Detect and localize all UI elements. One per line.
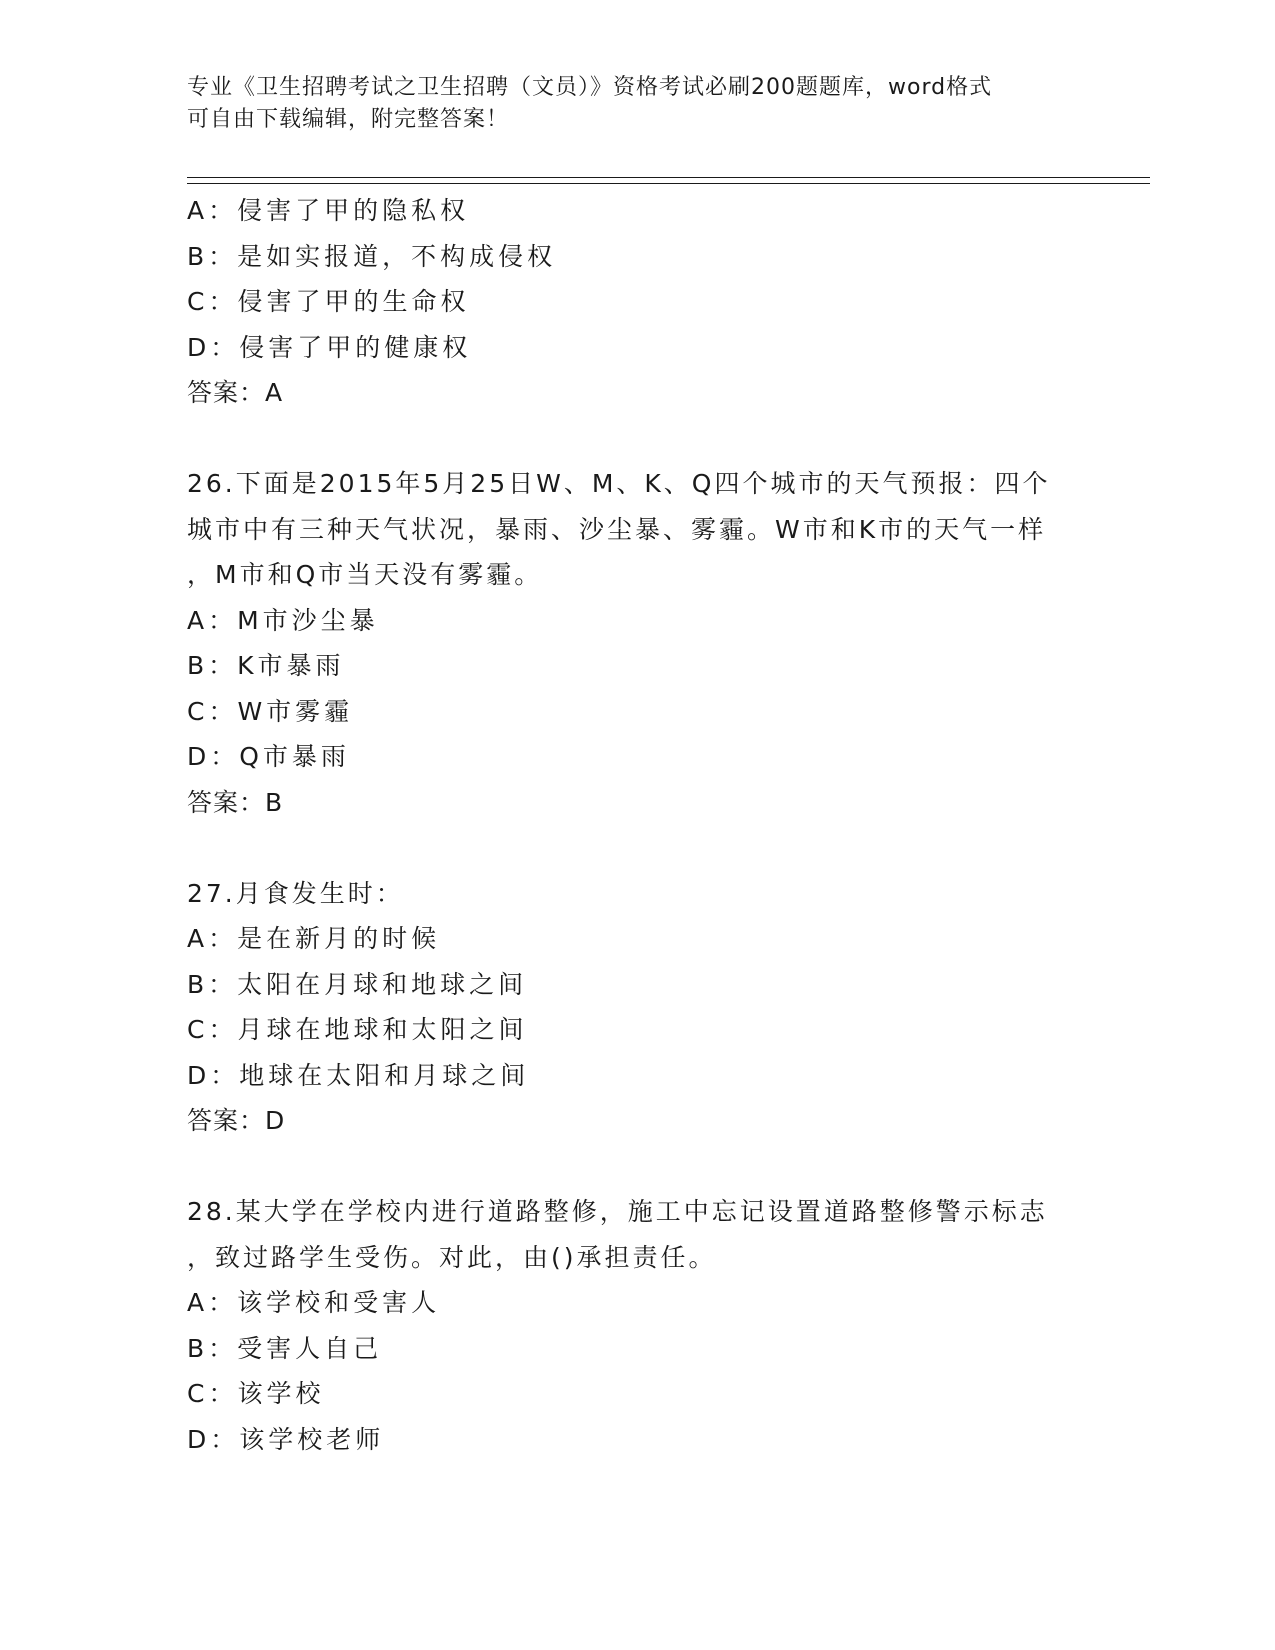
option-c: C：W市雾霾 [187, 696, 354, 726]
question-text-line: 城市中有三种天气状况，暴雨、沙尘暴、雾霾。W市和K市的天气一样 [187, 514, 1047, 544]
option-a: A：侵害了甲的隐私权 [187, 196, 470, 225]
question-block-25 [187, 188, 1087, 416]
header-divider [187, 177, 1150, 184]
answer-line: 答案：D [187, 1106, 286, 1135]
option-a: A：该学校和受害人 [187, 1288, 441, 1317]
question-list [187, 188, 1087, 1462]
question-text-line: ，致过路学生受伤。对此，由()承担责任。 [187, 1242, 717, 1272]
option-b: B：K市暴雨 [187, 651, 345, 680]
block-spacer [187, 825, 1087, 871]
document-header [187, 72, 1087, 136]
option-c: C：该学校 [187, 1379, 325, 1408]
option-c: C：侵害了甲的生命权 [187, 287, 470, 316]
question-block-27 [187, 871, 1087, 1144]
option-d: D：侵害了甲的健康权 [187, 332, 472, 362]
question-block-26 [187, 461, 1087, 825]
block-spacer [187, 416, 1087, 462]
option-d: D：该学校老师 [187, 1424, 385, 1454]
answer-line: 答案：A [187, 378, 284, 407]
question-text-line: 27.月食发生时： [187, 878, 404, 908]
question-text-line: 26.下面是2015年5月25日W、M、K、Q四个城市的天气预报：四个 [187, 469, 1051, 498]
header-title-line-1: 专业《卫生招聘考试之卫生招聘（文员）》资格考试必刷200题题库，word格式 [187, 75, 993, 100]
option-a: A：是在新月的时候 [187, 924, 441, 953]
option-d: D：Q市暴雨 [187, 742, 350, 771]
option-b: B：太阳在月球和地球之间 [187, 969, 528, 999]
question-block-28 [187, 1189, 1087, 1462]
option-b: B：受害人自己 [187, 1333, 383, 1363]
question-text-line: 28.某大学在学校内进行道路整修，施工中忘记设置道路整修警示标志 [187, 1197, 1048, 1226]
block-spacer [187, 1144, 1087, 1190]
option-c: C：月球在地球和太阳之间 [187, 1015, 528, 1044]
option-d: D：地球在太阳和月球之间 [187, 1060, 530, 1090]
option-b: B：是如实报道，不构成侵权 [187, 241, 557, 271]
header-title-line-2: 可自由下载编辑，附完整答案！ [187, 107, 510, 132]
question-text-line: ，M市和Q市当天没有雾霾。 [187, 560, 543, 589]
answer-line: 答案：B [187, 787, 284, 817]
option-a: A：M市沙尘暴 [187, 605, 379, 635]
